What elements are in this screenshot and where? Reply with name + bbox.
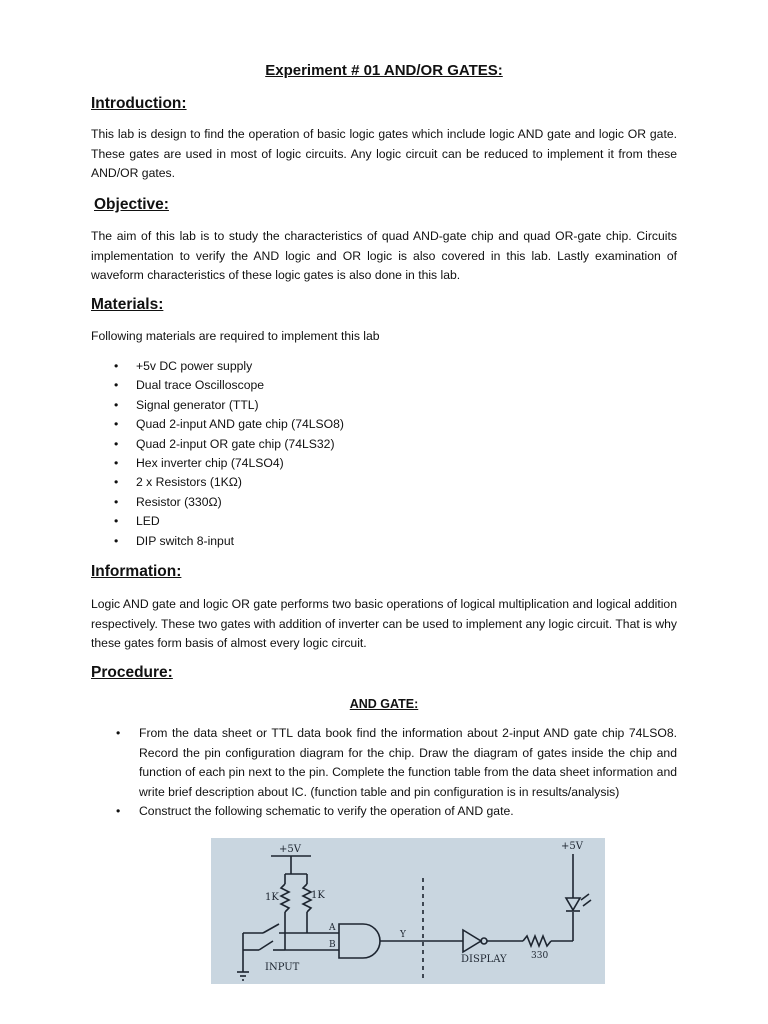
input-label: INPUT [265,962,300,973]
display-label: DISPLAY [461,954,507,965]
materials-heading: Materials: [91,296,164,313]
information-heading: Information: [91,563,182,580]
list-item: • LED [91,512,344,531]
information-text: Logic AND gate and logic OR gate performs two basic operations of logical multiplication and logical addition respectively. These two gates with addition of inverter can be used to implement any logic circuit. That is why these gates form basis of almost every logic circuit. [91,597,677,650]
introduction-text: This lab is design to find the operation of basic logic gates which include logic AND gate and logic OR gate. These gates are used in most of logic circuits. Any logic circuit can be reduced to implement it from these AND/OR gates. [91,127,677,180]
output-y-label: Y [400,930,406,940]
list-item: • Resistor (330Ω) [91,493,344,512]
list-item: • Construct the following schematic to verify the operation of AND gate. [91,802,677,822]
materials-intro: Following materials are required to implement this lab [91,329,380,343]
r-led-label: 330 [531,951,549,961]
vcc-right-label: +5V [561,841,583,852]
input-b-label: B [329,940,336,950]
list-item: • From the data sheet or TTL data book find the information about 2-input AND gate chip 74LSO8. Record the pin configuration diagram for the chip. Draw the diagram of gates inside the chip and function of each pin next to the pin. Complete the function table from the data sheet information and write brief description about IC. (function table and pin configuration is in results/analysis) [91,724,677,802]
and-gate-schematic [211,838,605,984]
vcc-left-label: +5V [279,844,301,855]
list-item: • 2 x Resistors (1KΩ) [91,473,344,492]
r1-label: 1K [265,892,279,903]
objective-text: The aim of this lab is to study the characteristics of quad AND-gate chip and quad OR-gate chip. Circuits implementation to verify the AND logic and OR logic is also covered in this lab. Lastly examination of waveform characteristics of these logic gates is also done in this lab. [91,229,677,282]
schematic-drawing [211,838,605,984]
and-gate-subheading: AND GATE: [349,697,419,711]
procedure-heading: Procedure: [91,664,173,681]
list-item: • Quad 2-input AND gate chip (74LSO8) [91,415,344,434]
objective-heading: Objective: [94,196,169,213]
procedure-steps [91,724,677,822]
list-item: • Quad 2-input OR gate chip (74LS32) [91,435,344,454]
materials-list [91,357,344,551]
list-item: • Dual trace Oscilloscope [91,376,344,395]
page-title: Experiment # 01 AND/OR GATES: [265,62,503,79]
list-item: • Hex inverter chip (74LSO4) [91,454,344,473]
input-a-label: A [329,923,336,933]
list-item: • DIP switch 8-input [91,532,344,551]
introduction-heading: Introduction: [91,95,187,112]
list-item: • Signal generator (TTL) [91,396,344,415]
r2-label: 1K [311,890,325,901]
list-item: • +5v DC power supply [91,357,344,376]
